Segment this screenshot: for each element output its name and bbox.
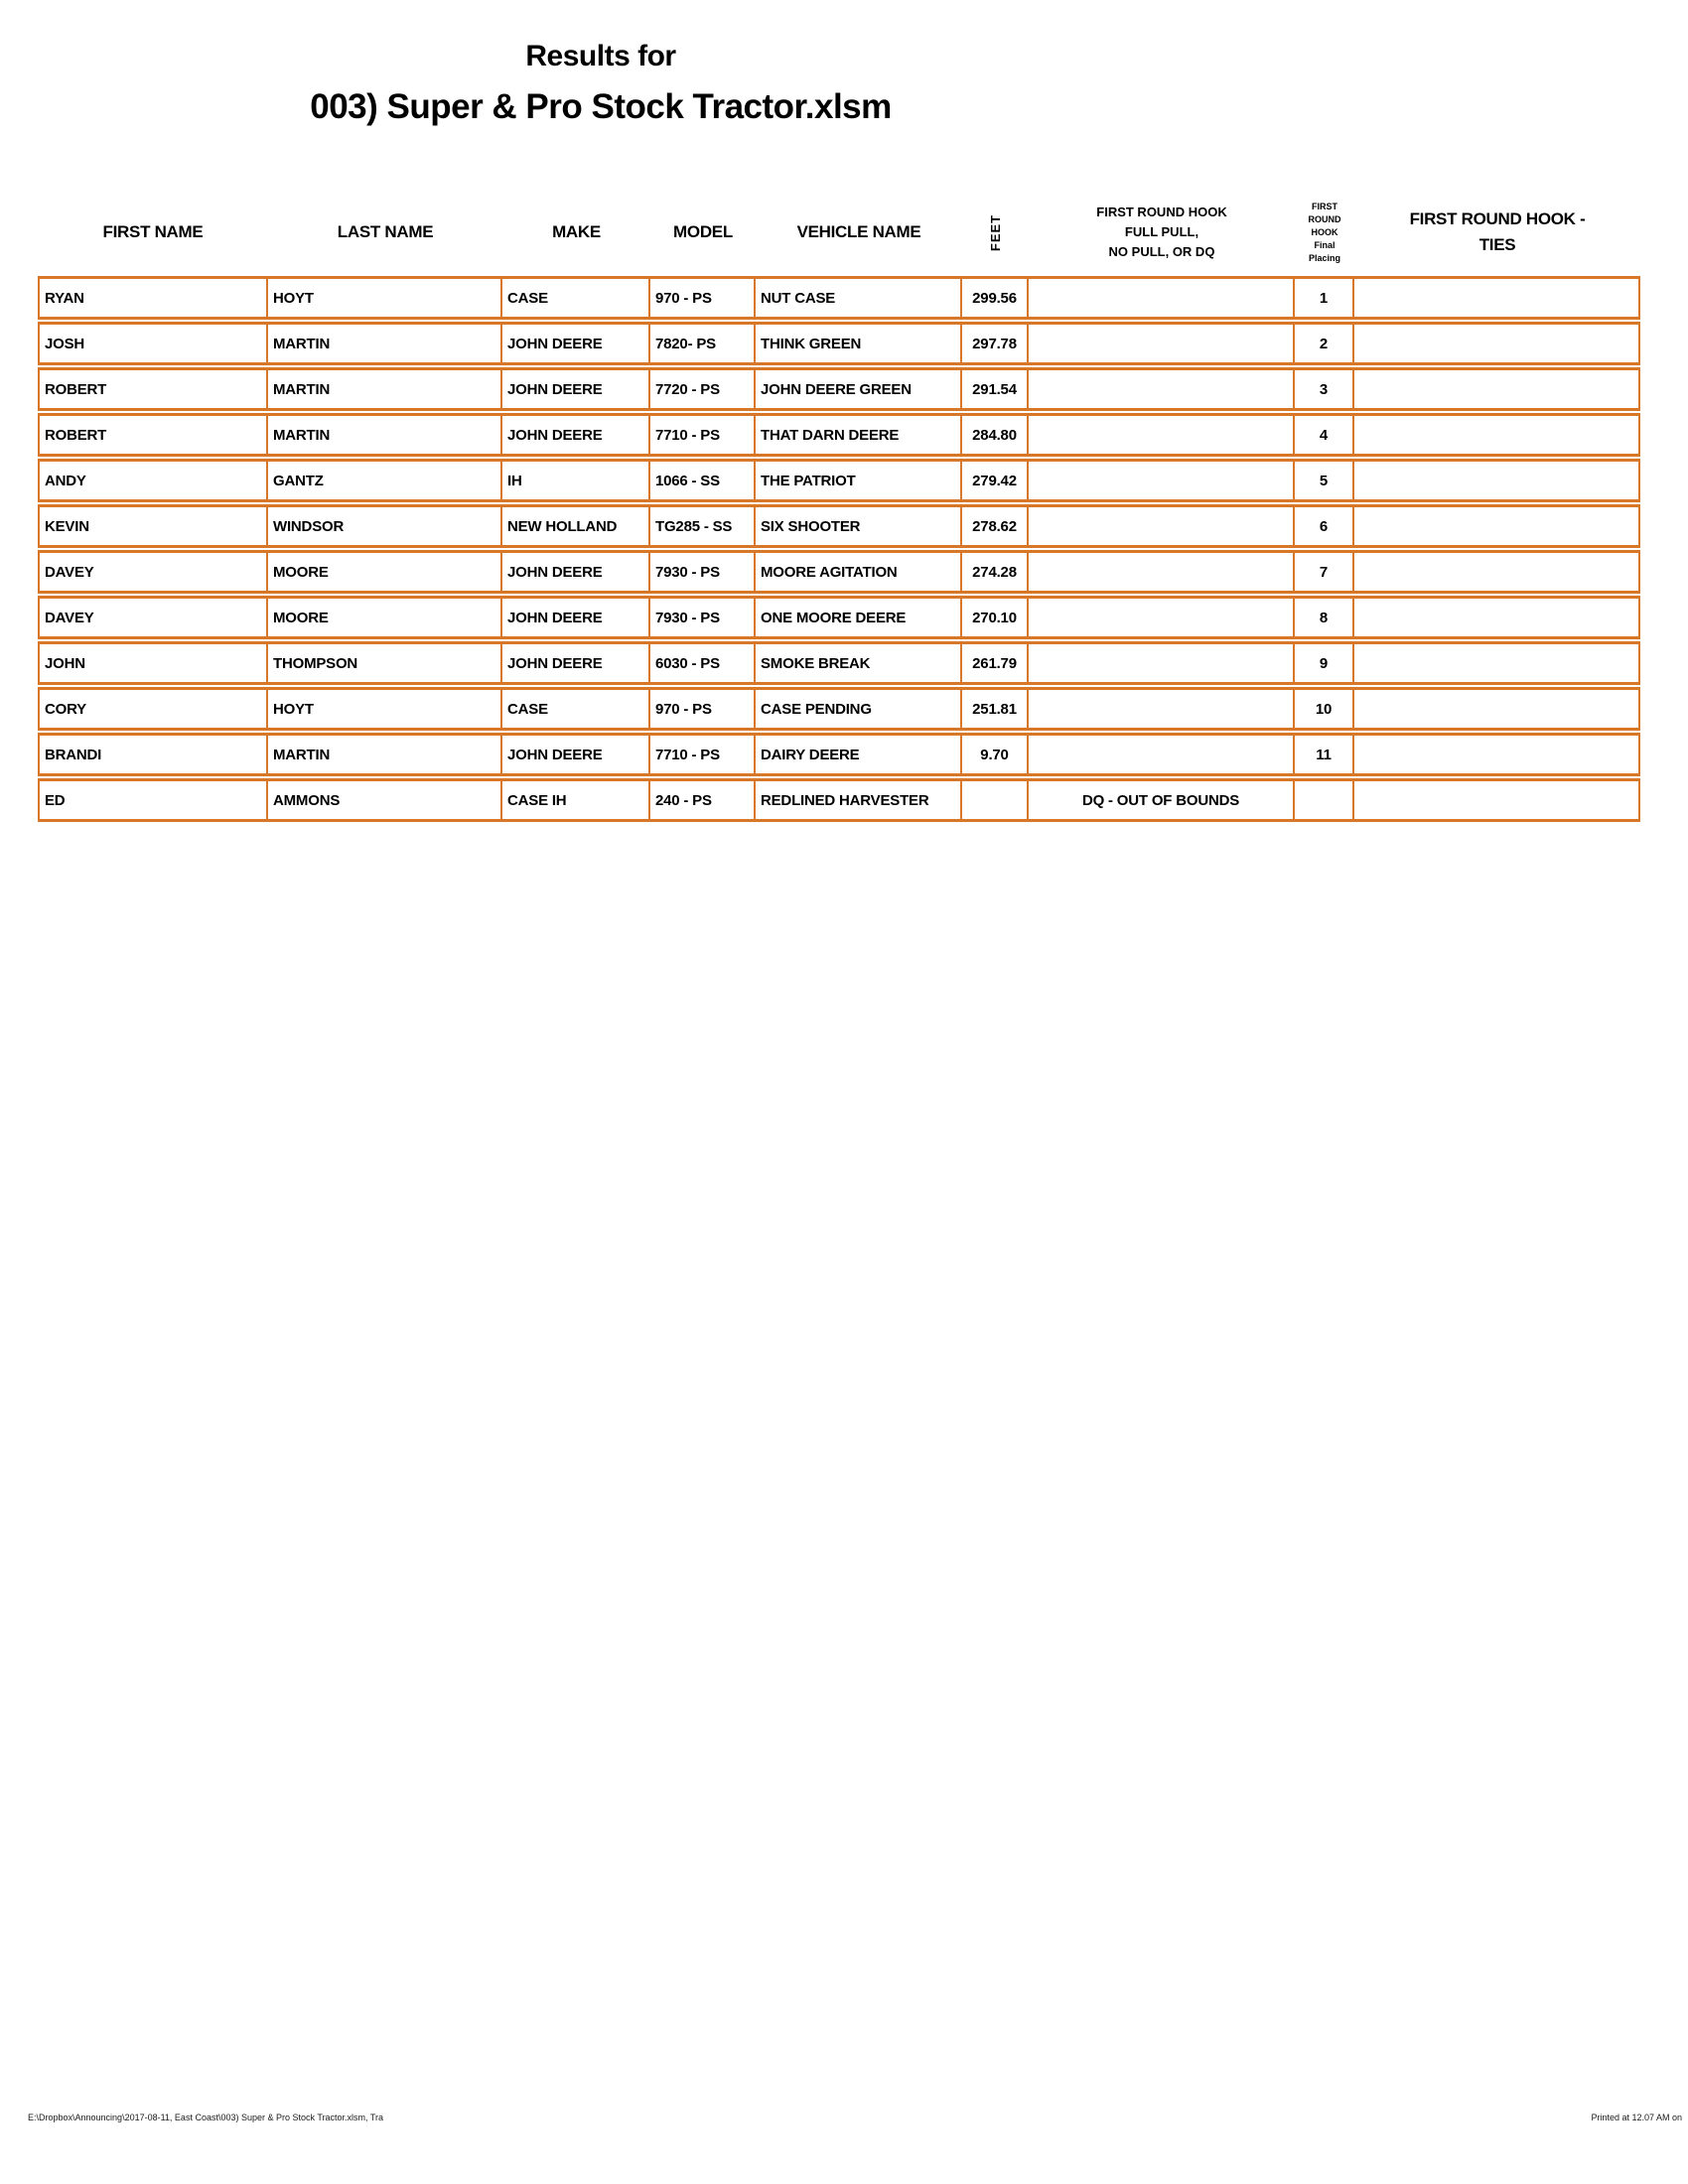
cell-vehicle-name: ONE MOORE DEERE [756,596,962,639]
cell-ties [1354,687,1640,731]
cell-last-name: HOYT [268,687,502,731]
table-row [38,367,1640,411]
cell-first-name: BRANDI [38,733,268,776]
cell-hook-result [1029,367,1295,411]
cell-vehicle-name: CASE PENDING [756,687,962,731]
cell-first-name: ROBERT [38,367,268,411]
cell-last-name: MARTIN [268,322,502,365]
cell-last-name: GANTZ [268,459,502,502]
header-model: MODEL [673,222,733,241]
cell-ties [1354,550,1640,594]
cell-feet: 270.10 [962,596,1029,639]
cell-placing: 2 [1295,322,1354,365]
cell-vehicle-name: SMOKE BREAK [756,641,962,685]
cell-model: 7710 - PS [650,413,756,457]
cell-model: TG285 - SS [650,504,756,548]
cell-hook-result [1029,459,1295,502]
cell-hook-result [1029,596,1295,639]
hook-result-line: FULL PULL, [1124,224,1199,239]
cell-make: JOHN DEERE [502,550,650,594]
cell-hook-result [1029,550,1295,594]
cell-last-name: HOYT [268,276,502,320]
cell-vehicle-name: NUT CASE [756,276,962,320]
title-line-2: 003) Super & Pro Stock Tractor.xlsm [310,87,892,126]
cell-ties [1354,367,1640,411]
cell-make: JOHN DEERE [502,322,650,365]
cell-first-name: CORY [38,687,268,731]
cell-placing: 11 [1295,733,1354,776]
cell-placing: 8 [1295,596,1354,639]
cell-ties [1354,596,1640,639]
cell-last-name: MARTIN [268,413,502,457]
cell-placing [1295,778,1354,822]
ties-line: TIES [1478,235,1516,254]
cell-placing: 7 [1295,550,1354,594]
cell-model: 7710 - PS [650,733,756,776]
cell-model: 7930 - PS [650,596,756,639]
footer-printed-at: Printed at 12.07 AM on [1591,2113,1682,2122]
cell-vehicle-name: SIX SHOOTER [756,504,962,548]
cell-hook-result [1029,322,1295,365]
table-row [38,687,1640,731]
cell-feet: 278.62 [962,504,1029,548]
hook-result-line: FIRST ROUND HOOK [1096,205,1227,219]
placing-line: ROUND [1308,213,1341,224]
cell-model: 7930 - PS [650,550,756,594]
cell-feet: 279.42 [962,459,1029,502]
cell-first-name: DAVEY [38,550,268,594]
cell-first-name: JOSH [38,322,268,365]
cell-vehicle-name: DAIRY DEERE [756,733,962,776]
cell-last-name: MOORE [268,596,502,639]
cell-vehicle-name: THAT DARN DEERE [756,413,962,457]
table-row [38,459,1640,502]
header-ties [1354,191,1640,274]
cell-placing: 9 [1295,641,1354,685]
cell-hook-result [1029,276,1295,320]
cell-feet: 299.56 [962,276,1029,320]
cell-feet [962,778,1029,822]
cell-model: 240 - PS [650,778,756,822]
cell-ties [1354,733,1640,776]
table-row [38,550,1640,594]
cell-first-name: ED [38,778,268,822]
header-make: MAKE [552,222,601,241]
cell-placing: 3 [1295,367,1354,411]
cell-model: 970 - PS [650,687,756,731]
cell-vehicle-name: REDLINED HARVESTER [756,778,962,822]
cell-first-name: JOHN [38,641,268,685]
cell-ties [1354,504,1640,548]
cell-hook-result [1029,687,1295,731]
cell-first-name: DAVEY [38,596,268,639]
cell-ties [1354,778,1640,822]
table-row [38,322,1640,365]
header-vehicle-name: VEHICLE NAME [796,222,921,241]
table-row [38,596,1640,639]
cell-model: 7820- PS [650,322,756,365]
header-final-placing [1295,191,1354,274]
cell-vehicle-name: MOORE AGITATION [756,550,962,594]
placing-line: Final [1314,239,1336,250]
cell-first-name: ANDY [38,459,268,502]
cell-model: 970 - PS [650,276,756,320]
cell-feet: 291.54 [962,367,1029,411]
ties-line: FIRST ROUND HOOK - [1409,209,1586,228]
table-row [38,778,1640,822]
cell-first-name: ROBERT [38,413,268,457]
cell-last-name: WINDSOR [268,504,502,548]
header-row [38,191,1640,274]
cell-make: CASE [502,687,650,731]
cell-hook-result [1029,504,1295,548]
cell-last-name: MARTIN [268,367,502,411]
cell-make: CASE [502,276,650,320]
cell-vehicle-name: THINK GREEN [756,322,962,365]
footer-file-path: E:\Dropbox\Announcing\2017-08-11, East Coast\003) Super & Pro Stock Tractor.xlsm, Tra [28,2113,384,2122]
placing-line: Placing [1308,252,1340,263]
cell-model: 7720 - PS [650,367,756,411]
page-title [0,40,1201,127]
results-table-body [38,276,1640,822]
cell-placing: 1 [1295,276,1354,320]
results-table [38,189,1640,824]
cell-ties [1354,459,1640,502]
cell-placing: 10 [1295,687,1354,731]
header-hook-result [1029,191,1295,274]
cell-model: 1066 - SS [650,459,756,502]
cell-hook-result [1029,733,1295,776]
table-row [38,641,1640,685]
placing-line: FIRST [1312,201,1337,211]
cell-hook-result [1029,413,1295,457]
cell-hook-result: DQ - OUT OF BOUNDS [1029,778,1295,822]
cell-make: JOHN DEERE [502,733,650,776]
cell-feet: 274.28 [962,550,1029,594]
table-row [38,276,1640,320]
cell-feet: 261.79 [962,641,1029,685]
table-row [38,504,1640,548]
cell-placing: 6 [1295,504,1354,548]
cell-last-name: THOMPSON [268,641,502,685]
title-line-1: Results for [525,40,676,72]
cell-ties [1354,641,1640,685]
cell-ties [1354,322,1640,365]
cell-make: CASE IH [502,778,650,822]
cell-make: JOHN DEERE [502,596,650,639]
cell-make: NEW HOLLAND [502,504,650,548]
cell-feet: 9.70 [962,733,1029,776]
cell-make: IH [502,459,650,502]
cell-feet: 251.81 [962,687,1029,731]
cell-last-name: MARTIN [268,733,502,776]
cell-model: 6030 - PS [650,641,756,685]
cell-feet: 297.78 [962,322,1029,365]
header-feet [962,191,1029,274]
cell-vehicle-name: JOHN DEERE GREEN [756,367,962,411]
cell-ties [1354,276,1640,320]
cell-last-name: MOORE [268,550,502,594]
cell-vehicle-name: THE PATRIOT [756,459,962,502]
cell-first-name: KEVIN [38,504,268,548]
cell-feet: 284.80 [962,413,1029,457]
cell-make: JOHN DEERE [502,367,650,411]
cell-placing: 5 [1295,459,1354,502]
cell-placing: 4 [1295,413,1354,457]
placing-line: HOOK [1311,226,1338,237]
table-row [38,733,1640,776]
cell-last-name: AMMONS [268,778,502,822]
table-row [38,413,1640,457]
header-first-name: FIRST NAME [102,222,204,241]
feet-rotated-label: FEET [987,213,1003,252]
cell-make: JOHN DEERE [502,413,650,457]
cell-make: JOHN DEERE [502,641,650,685]
cell-first-name: RYAN [38,276,268,320]
cell-hook-result [1029,641,1295,685]
cell-ties [1354,413,1640,457]
hook-result-line: NO PULL, OR DQ [1108,244,1215,259]
header-last-name: LAST NAME [337,222,434,241]
